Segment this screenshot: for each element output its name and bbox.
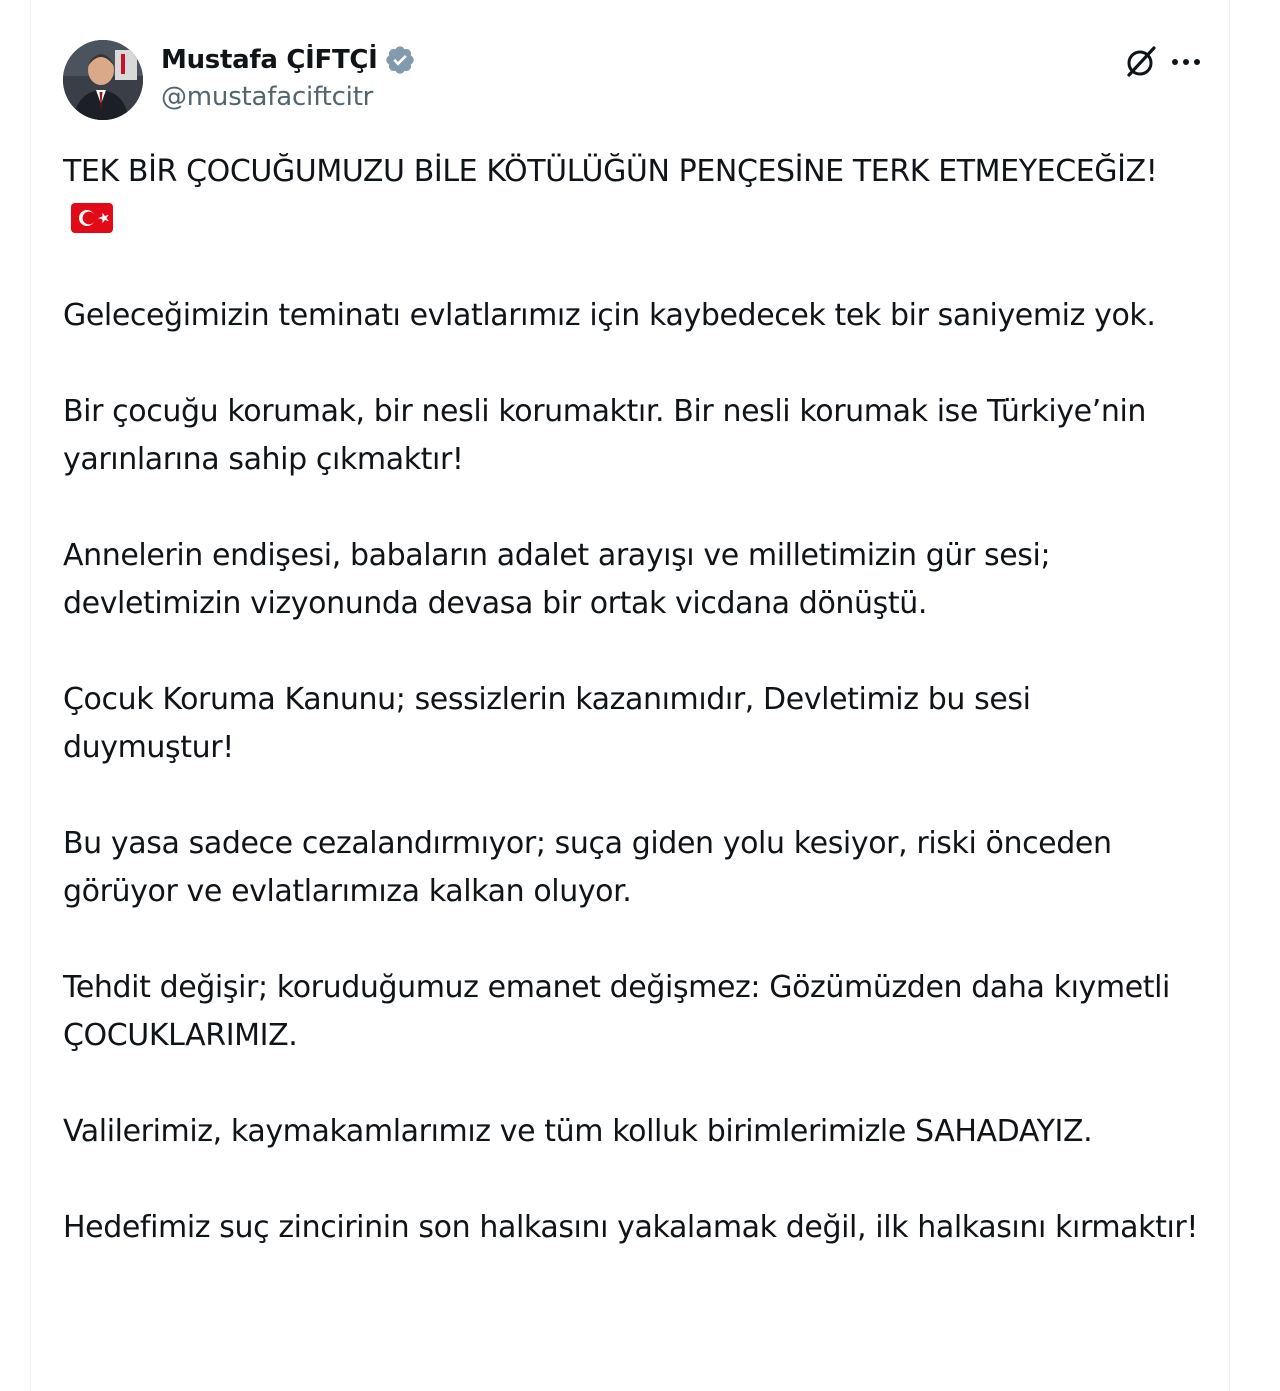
- more-icon[interactable]: [1169, 46, 1203, 78]
- avatar[interactable]: [63, 40, 143, 120]
- tweet-paragraph-5: Çocuk Koruma Kanunu; sessizlerin kazanımıdır, Devletimiz bu sesi duymuştur!: [63, 682, 1040, 765]
- author-handle[interactable]: @mustafaciftcitr: [161, 82, 374, 112]
- author-info: [161, 38, 416, 112]
- turkey-flag-icon: [71, 203, 113, 233]
- tweet-paragraph-4: Annelerin endişesi, babaların adalet arayışı ve milletimizin gür sesi; devletimizin vizyonunda devasa bir ortak vicdana dönüştü.: [63, 538, 1060, 621]
- avatar-photo-icon: [63, 40, 143, 120]
- verified-badge-icon: [384, 44, 416, 76]
- tweet-paragraph-1: [63, 148, 1203, 244]
- tweet-paragraph-2: Geleceğimizin teminatı evlatlarımız için kaybedecek tek bir saniyemiz yok.: [63, 298, 1156, 333]
- tweet-paragraph-1-text: TEK BİR ÇOCUĞUMUZU BİLE KÖTÜLÜĞÜN PENÇESİNE TERK ETMEYECEĞİZ!: [63, 154, 1158, 189]
- name-row: [161, 38, 416, 82]
- grok-icon[interactable]: [1123, 44, 1159, 80]
- tweet-paragraph-8: Valilerimiz, kaymakamlarımız ve tüm kolluk birimlerimizle SAHADAYIZ.: [63, 1114, 1093, 1149]
- tweet-body: [63, 148, 1203, 1300]
- tweet-paragraph-7: Tehdit değişir; koruduğumuz emanet değişmez: Gözümüzden daha kıymetli ÇOCUKLARIMIZ.: [63, 970, 1180, 1053]
- display-name[interactable]: Mustafa ÇİFTÇİ: [161, 45, 378, 75]
- tweet-paragraph-6: Bu yasa sadece cezalandırmıyor; suça giden yolu kesiyor, riski önceden görüyor ve evlatlarımıza kalkan oluyor.: [63, 826, 1121, 909]
- tweet-paragraph-3: Bir çocuğu korumak, bir nesli korumaktır. Bir nesli korumak ise Türkiye’nin yarınlarına sahip çıkmaktır!: [63, 394, 1156, 477]
- tweet-paragraph-9: Hedefimiz suç zincirinin son halkasını yakalamak değil, ilk halkasını kırmaktır!: [63, 1210, 1198, 1245]
- tweet-card: [30, 0, 1230, 1391]
- tweet-header: [63, 38, 1203, 122]
